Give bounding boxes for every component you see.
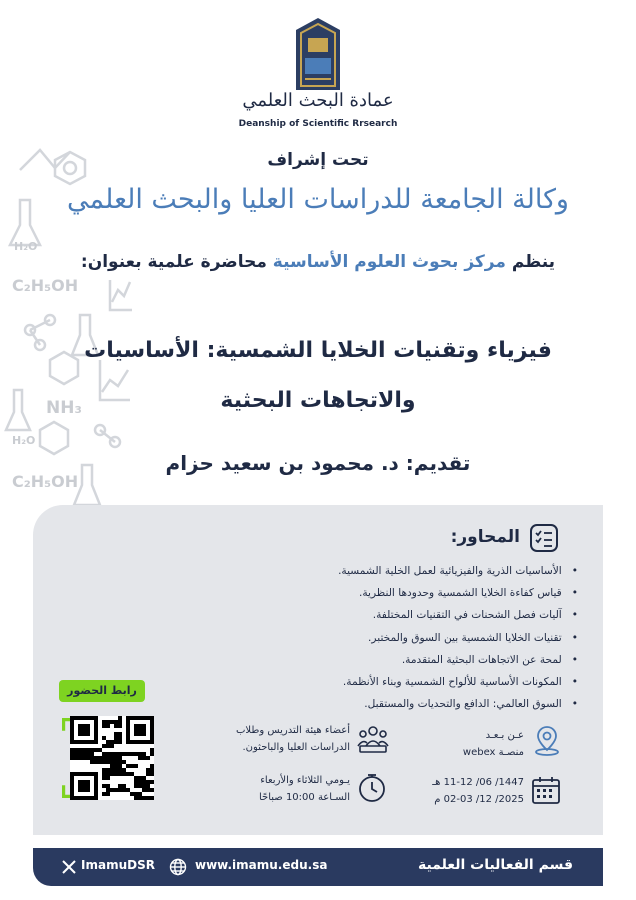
lecture-title-line2: والاتجاهات البحثية xyxy=(220,388,416,413)
topic-item: • المكونات الأساسية للألواح الشمسية وبناء الأنظمة. xyxy=(230,671,578,693)
supervision-label: تحت إشراف xyxy=(267,150,369,170)
mode-line1: عـن بـعـد xyxy=(485,730,524,741)
topic-item: • لمحة عن الاتجاهات البحثية المتقدمة. xyxy=(230,649,578,671)
topic-item: • الأساسيات الذرية والفيزيائية لعمل الخلية الشمسية. xyxy=(230,560,578,582)
x-social-icon xyxy=(61,859,77,875)
footer-social-handle[interactable]: ImamuDSR xyxy=(81,858,155,872)
footer-department: قسم الفعاليات العلمية xyxy=(418,857,573,873)
formula-c2h5oh-2: C₂H₅OH xyxy=(12,472,79,491)
time-line: السـاعة 10:00 صباحًا xyxy=(258,792,350,803)
audience-text xyxy=(200,722,350,756)
topics-list xyxy=(230,560,578,715)
globe-icon xyxy=(169,858,187,876)
organizer-center: مركز بحوث العلوم الأساسية xyxy=(272,252,506,272)
attendance-qr-code[interactable] xyxy=(70,716,154,800)
formula-nh3: NH₃ xyxy=(46,398,82,418)
attendance-link-label: رابط الحضور xyxy=(59,680,145,702)
presenter: تقديم: د. محمود بن سعيد حزام xyxy=(165,451,471,475)
agency-name: وكالة الجامعة للدراسات العليا والبحث العلمي xyxy=(67,184,569,215)
organizer-suffix: محاضرة علمية بعنوان: xyxy=(80,252,267,272)
clock-icon xyxy=(356,772,388,804)
footer-bar xyxy=(33,848,603,886)
deanship-english: Deanship of Scientific Rrsearch xyxy=(238,119,398,129)
mode-text xyxy=(410,727,524,761)
footer-website[interactable]: www.imamu.edu.sa xyxy=(195,858,328,872)
topic-item: • آليات فصل الشحنات في التقنيات المختلفة. xyxy=(230,604,578,626)
date-hijri: 1447/ 06/ 11-12 هـ xyxy=(432,777,524,788)
calendar-icon xyxy=(530,774,562,806)
days-line: يـومي الثلاثاء والأربعاء xyxy=(260,775,350,786)
organizer-prefix: ينظم xyxy=(511,252,556,272)
axes-heading: المحاور: xyxy=(450,527,520,547)
audience-icon xyxy=(356,722,390,756)
formula-h2o-2: H₂O xyxy=(12,434,36,447)
date-text xyxy=(410,774,524,808)
mode-line2: منصـة webex xyxy=(462,747,524,758)
topic-item: • السوق العالمي: الدافع والتحديات والمستقبل. xyxy=(230,693,578,715)
location-pin-icon xyxy=(532,724,562,756)
deanship-arabic: عمادة البحث العلمي xyxy=(242,90,394,111)
time-text xyxy=(200,772,350,806)
audience-line1: أعضاء هيئة التدريس وطلاب xyxy=(236,725,350,736)
date-gregorian: 2025/ 12/ 02-03 م xyxy=(434,794,524,805)
audience-line2: الدراسات العليا والباحثون. xyxy=(242,742,350,753)
organizer-line xyxy=(40,252,596,272)
formula-h2o: H₂O xyxy=(14,240,38,253)
topic-item: • تقنيات الخلايا الشمسية بين السوق والمختبر. xyxy=(230,627,578,649)
lecture-title-line1: فيزياء وتقنيات الخلايا الشمسية: الأساسيات xyxy=(84,338,552,363)
lecture-title xyxy=(70,326,566,426)
formula-c2h5oh: C₂H₅OH xyxy=(12,276,79,295)
checklist-icon xyxy=(528,522,560,554)
topic-item: • قياس كفاءة الخلايا الشمسية وحدودها النظرية. xyxy=(230,582,578,604)
